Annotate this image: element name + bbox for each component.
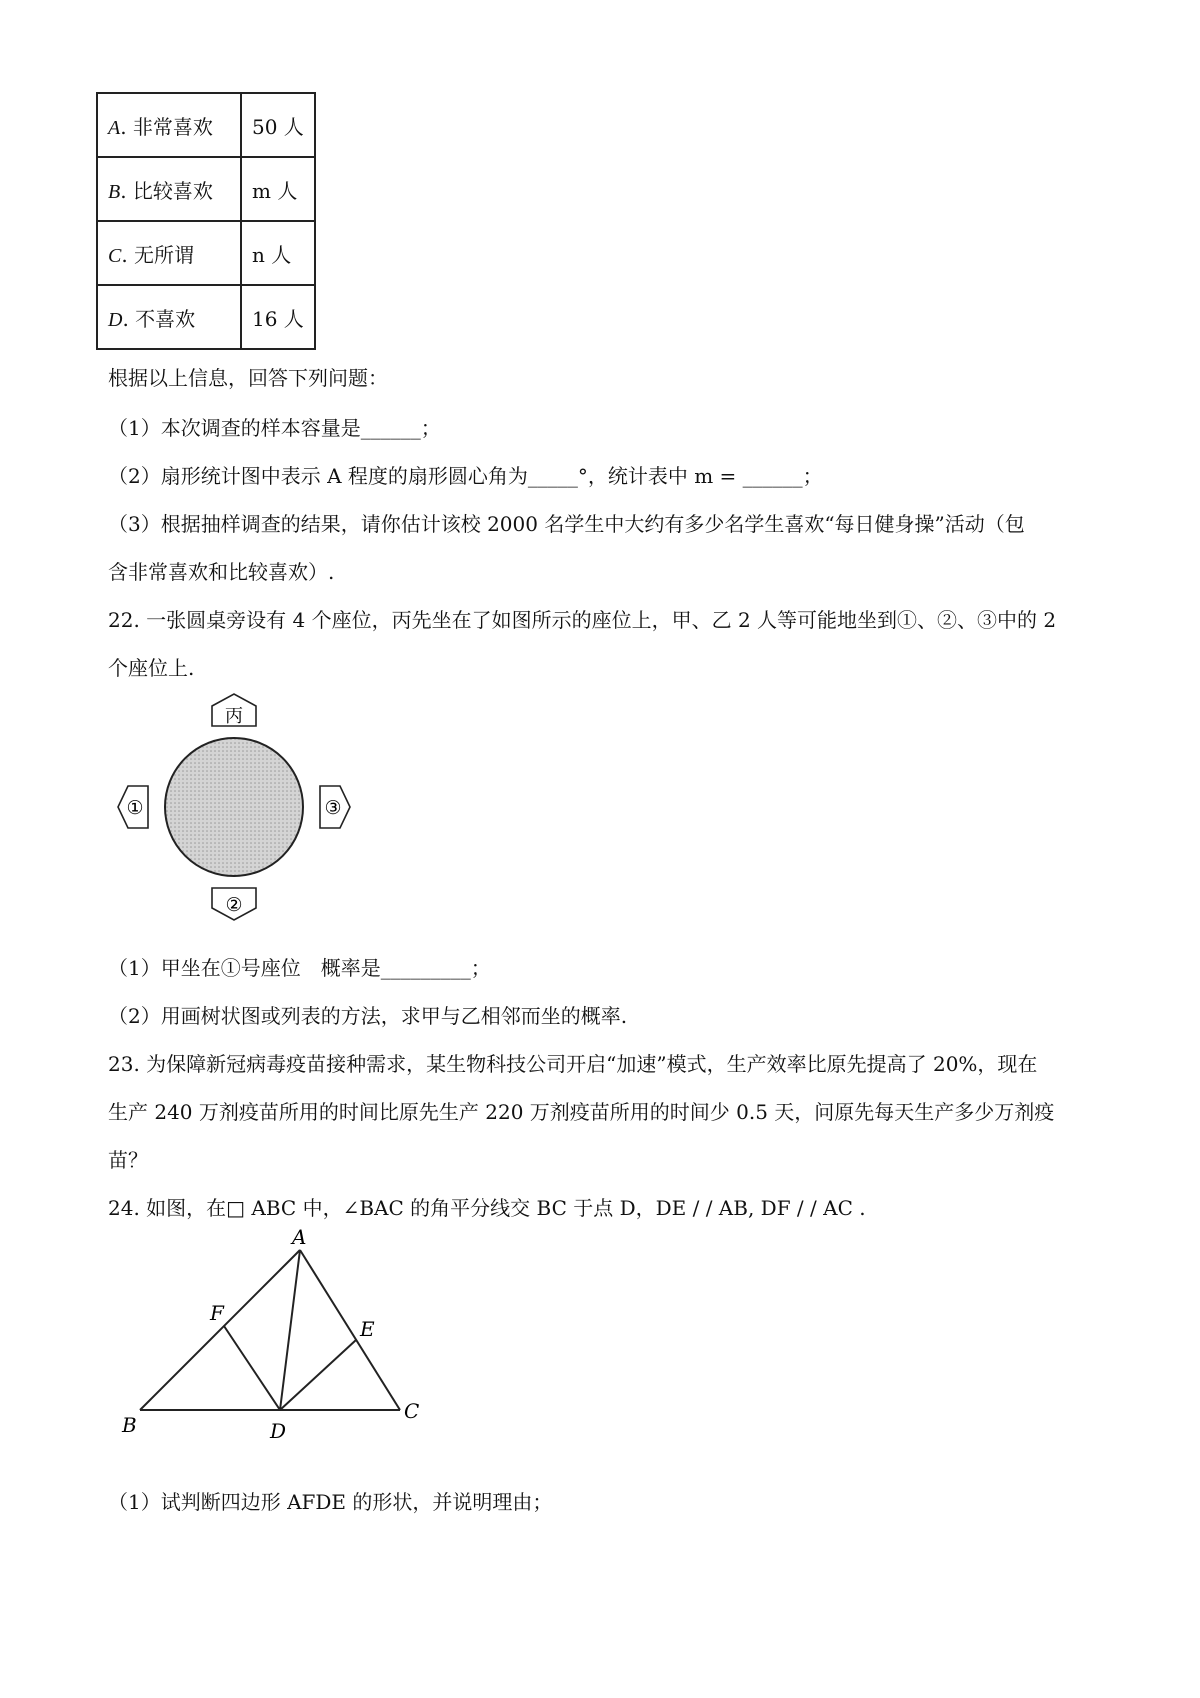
seat-top-label: 丙: [225, 706, 243, 727]
row-letter: B: [108, 180, 121, 203]
row-value: m 人: [241, 157, 315, 221]
q22-stem-line2: 个座位上.: [108, 656, 195, 680]
seat-top: [212, 694, 256, 727]
q24-stem: 24. 如图，在□ ABC 中，∠BAC 的角平分线交 BC 于点 D，DE / / AB, DF / / AC .: [108, 1196, 866, 1220]
q21-part3-line2: 含非常喜欢和比较喜欢）.: [108, 560, 335, 584]
row-label: . 非常喜欢: [120, 114, 213, 139]
row-value: 16 人: [241, 285, 315, 349]
row-value: n 人: [241, 221, 315, 285]
q22-part1: （1）甲坐在①号座位 概率是_________；: [108, 956, 491, 980]
label-E: E: [360, 1317, 375, 1341]
seat-left: [118, 786, 148, 828]
seat-right-label: ③: [324, 797, 342, 819]
q23-stem-line1: 23. 为保障新冠病毒疫苗接种需求，某生物科技公司开启“加速”模式，生产效率比原先提高了 20%，现在: [108, 1052, 1038, 1076]
row-value: 50 人: [241, 93, 315, 157]
side-AB: [140, 1250, 300, 1410]
q22-stem-line1: 22. 一张圆桌旁设有 4 个座位，丙先坐在了如图所示的座位上，甲、乙 2 人等可能地坐到①、②、③中的 2: [108, 608, 1057, 632]
q24-part1: （1）试判断四边形 AFDE 的形状，并说明理由；: [108, 1490, 553, 1514]
q21-part2: （2）扇形统计图中表示 A 程度的扇形圆心角为_____°，统计表中 m = ______；: [108, 464, 823, 488]
row-label: . 比较喜欢: [120, 178, 213, 203]
row-letter: C: [108, 244, 122, 267]
side-AC: [300, 1250, 400, 1410]
row-label: . 不喜欢: [122, 306, 196, 331]
label-F: F: [210, 1301, 224, 1325]
table-row: [97, 157, 315, 221]
q21-intro: 根据以上信息，回答下列问题：: [108, 366, 388, 390]
q23-stem-line2: 生产 240 万剂疫苗所用的时间比原先生产 220 万剂疫苗所用的时间少 0.5 天，问原先每天生产多少万剂疫: [108, 1100, 1055, 1124]
round-table: [165, 738, 303, 876]
seat-bottom-label: ②: [225, 894, 243, 916]
segment-DF: [224, 1326, 280, 1410]
survey-table: [96, 92, 316, 350]
label-B: B: [122, 1413, 137, 1437]
table-row: [97, 221, 315, 285]
label-A: A: [292, 1225, 307, 1249]
q21-part3-line1: （3）根据抽样调查的结果，请你估计该校 2000 名学生中大约有多少名学生喜欢“每日健身操”活动（包: [108, 512, 1025, 536]
label-C: C: [404, 1399, 420, 1423]
round-table-figure: [110, 690, 370, 930]
label-D: D: [270, 1419, 287, 1443]
triangle-figure: [110, 1225, 430, 1450]
q23-stem-line3: 苗？: [108, 1148, 148, 1172]
row-letter: D: [108, 308, 123, 331]
seat-left-label: ①: [126, 797, 144, 819]
seat-right: [320, 786, 350, 828]
table-row: [97, 285, 315, 349]
q22-part2: （2）用画树状图或列表的方法，求甲与乙相邻而坐的概率.: [108, 1004, 628, 1028]
seat-bottom: [212, 888, 256, 920]
row-label: . 无所谓: [121, 242, 195, 267]
row-letter: A: [108, 116, 121, 139]
table-row: [97, 93, 315, 157]
q21-part1: （1）本次调查的样本容量是______；: [108, 416, 441, 440]
segment-DE: [280, 1340, 356, 1410]
segment-AD: [280, 1250, 300, 1410]
